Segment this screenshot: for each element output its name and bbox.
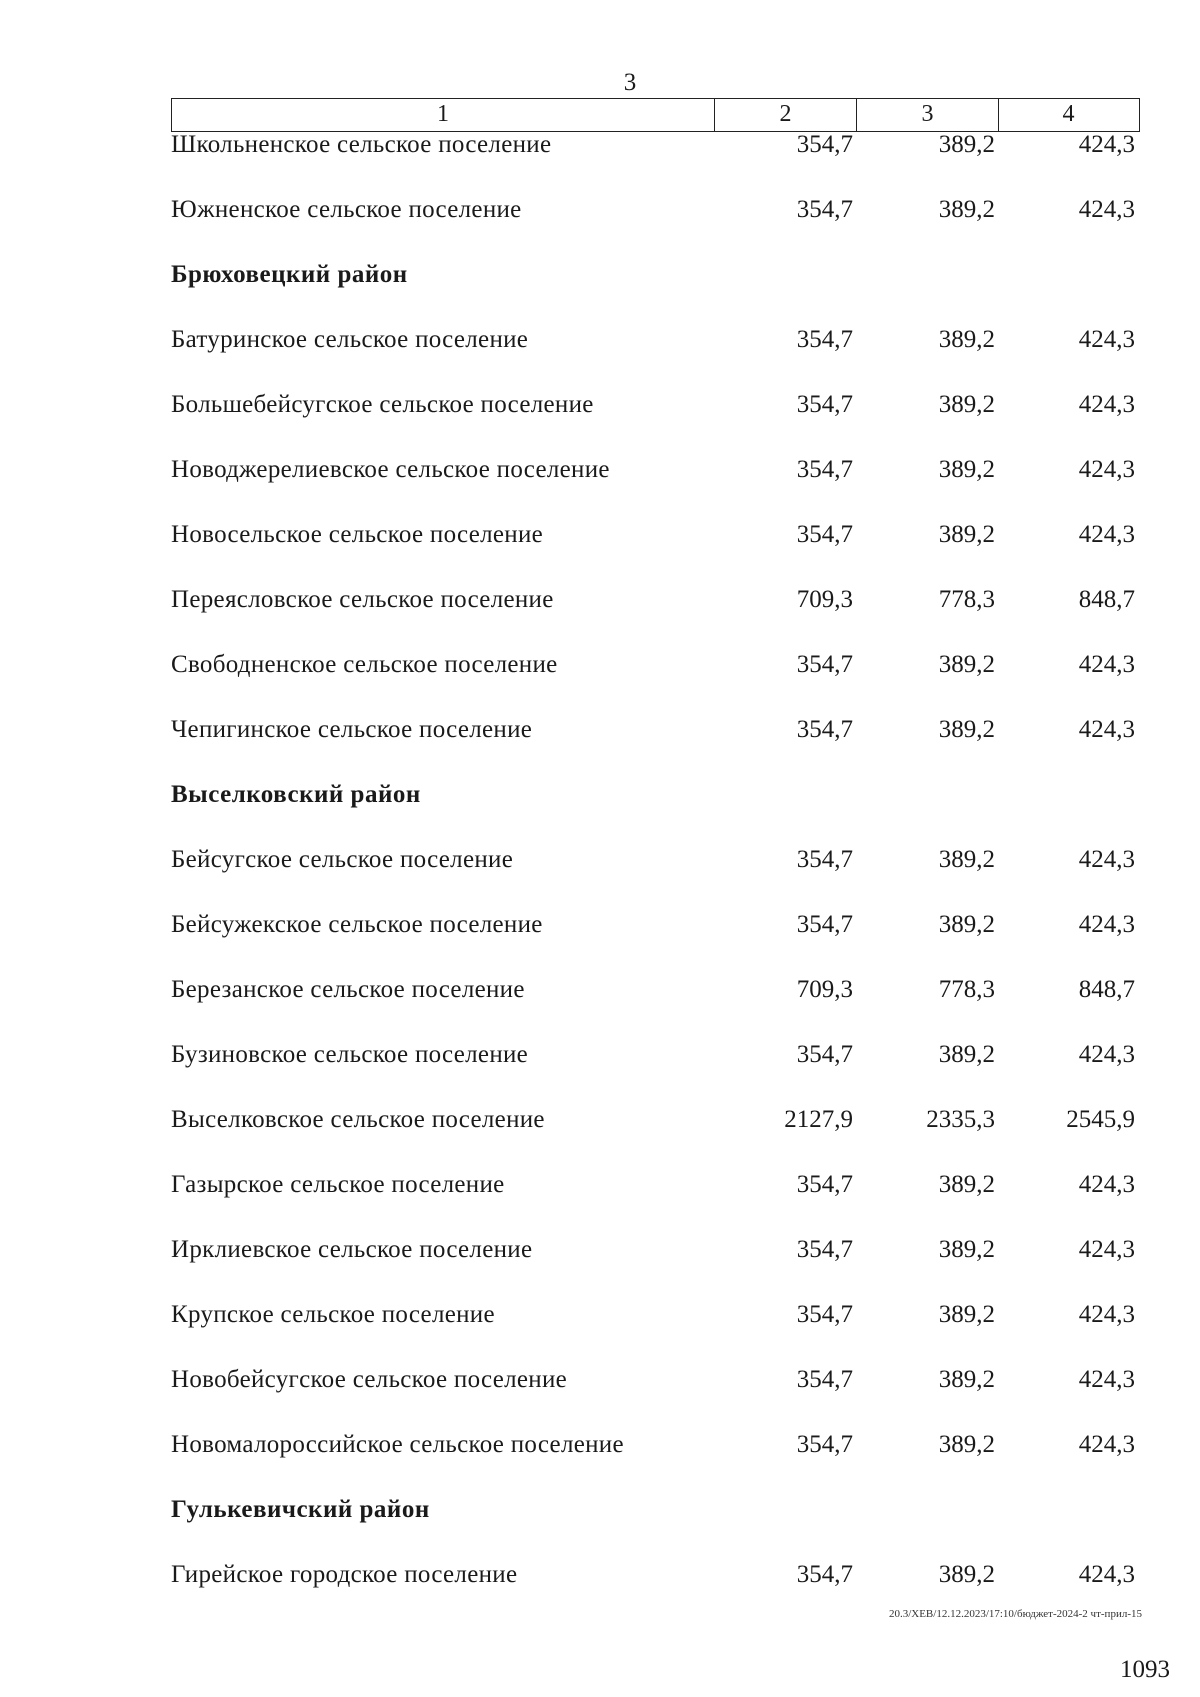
- header-cell-1: 1: [437, 101, 449, 127]
- value-col-2: 354,7: [796, 1431, 853, 1458]
- value-col-3: 778,3: [938, 976, 995, 1003]
- value-col-2: 709,3: [796, 976, 853, 1003]
- value-col-4: 424,3: [1078, 846, 1135, 873]
- value-col-3: 2335,3: [926, 1106, 995, 1133]
- settlement-name: Чепигинское сельское поселение: [171, 716, 533, 743]
- table-row: [171, 1040, 1140, 1105]
- page-number-bottom: 1093: [1120, 1656, 1170, 1683]
- table-body: [171, 130, 1140, 1625]
- settlement-name: Выселковское сельское поселение: [171, 1106, 545, 1133]
- value-col-3: 389,2: [938, 1431, 995, 1458]
- settlement-name: Новобейсугское сельское поселение: [171, 1366, 568, 1393]
- table-row: [171, 1430, 1140, 1495]
- value-col-4: 424,3: [1078, 391, 1135, 418]
- table-row: [171, 1365, 1140, 1430]
- value-col-2: 354,7: [796, 196, 853, 223]
- value-col-3: 778,3: [938, 586, 995, 613]
- settlement-name: Бейсужекское сельское поселение: [171, 911, 543, 938]
- value-col-2: 354,7: [796, 456, 853, 483]
- table-row: [171, 715, 1140, 780]
- value-col-2: 354,7: [796, 911, 853, 938]
- value-col-2: 354,7: [796, 521, 853, 548]
- table-row: [171, 130, 1140, 195]
- settlement-name: Крупское сельское поселение: [171, 1301, 495, 1328]
- settlement-name: Ирклиевское сельское поселение: [171, 1236, 533, 1263]
- value-col-4: 424,3: [1078, 1366, 1135, 1393]
- value-col-2: 354,7: [796, 391, 853, 418]
- table-row: [171, 455, 1140, 520]
- value-col-3: 389,2: [938, 911, 995, 938]
- value-col-4: 424,3: [1078, 1041, 1135, 1068]
- table-row: [171, 845, 1140, 910]
- value-col-3: 389,2: [938, 1236, 995, 1263]
- value-col-2: 354,7: [796, 1171, 853, 1198]
- settlement-name: Новосельское сельское поселение: [171, 521, 544, 548]
- header-cell-3: 3: [856, 99, 998, 131]
- value-col-2: 354,7: [796, 846, 853, 873]
- district-name: Выселковский район: [171, 781, 421, 808]
- page-number-top: 3: [623, 69, 637, 96]
- value-col-3: 389,2: [938, 1561, 995, 1588]
- value-col-4: 424,3: [1078, 1236, 1135, 1263]
- value-col-3: 389,2: [938, 131, 995, 158]
- settlement-name: Бузиновское сельское поселение: [171, 1041, 529, 1068]
- value-col-3: 389,2: [938, 716, 995, 743]
- value-col-4: 424,3: [1078, 521, 1135, 548]
- settlement-name: Новомалороссийское сельское поселение: [171, 1431, 624, 1458]
- table-row: [171, 1235, 1140, 1300]
- value-col-3: 389,2: [938, 456, 995, 483]
- table-row: [171, 1170, 1140, 1235]
- header-cell-2: 2: [714, 99, 856, 131]
- value-col-4: 424,3: [1078, 1431, 1135, 1458]
- table-row: [171, 520, 1140, 585]
- table-row: [171, 325, 1140, 390]
- value-col-3: 389,2: [938, 196, 995, 223]
- table-row: [171, 910, 1140, 975]
- value-col-4: 848,7: [1078, 976, 1135, 1003]
- value-col-4: 848,7: [1078, 586, 1135, 613]
- value-col-3: 389,2: [938, 1171, 995, 1198]
- settlement-name: Новоджерелиевское сельское поселение: [171, 456, 610, 483]
- section-heading-row: [171, 780, 1140, 845]
- table-row: [171, 975, 1140, 1040]
- settlement-name: Гирейское городское поселение: [171, 1561, 518, 1588]
- value-col-2: 354,7: [796, 1561, 853, 1588]
- section-heading-row: [171, 260, 1140, 325]
- district-name: Брюховецкий район: [171, 261, 408, 288]
- settlement-name: Школьненское сельское поселение: [171, 131, 552, 158]
- value-col-4: 424,3: [1078, 131, 1135, 158]
- value-col-2: 354,7: [796, 716, 853, 743]
- table-row: [171, 195, 1140, 260]
- value-col-2: 354,7: [796, 1236, 853, 1263]
- value-col-2: 354,7: [796, 131, 853, 158]
- table-row: [171, 650, 1140, 715]
- value-col-4: 424,3: [1078, 196, 1135, 223]
- value-col-4: 424,3: [1078, 1301, 1135, 1328]
- value-col-2: 709,3: [796, 586, 853, 613]
- value-col-2: 2127,9: [784, 1106, 853, 1133]
- table-row: [171, 1105, 1140, 1170]
- settlement-name: Переясловское сельское поселение: [171, 586, 554, 613]
- value-col-2: 354,7: [796, 326, 853, 353]
- settlement-name: Газырское сельское поселение: [171, 1171, 505, 1198]
- settlement-name: Большебейсугское сельское поселение: [171, 391, 594, 418]
- settlement-name: Бейсугское сельское поселение: [171, 846, 514, 873]
- value-col-3: 389,2: [938, 326, 995, 353]
- value-col-3: 389,2: [938, 846, 995, 873]
- value-col-2: 354,7: [796, 1041, 853, 1068]
- value-col-3: 389,2: [938, 1041, 995, 1068]
- value-col-4: 424,3: [1078, 1171, 1135, 1198]
- header-cell-4: 4: [998, 99, 1138, 131]
- value-col-4: 424,3: [1078, 651, 1135, 678]
- settlement-name: Южненское сельское поселение: [171, 196, 522, 223]
- value-col-3: 389,2: [938, 1366, 995, 1393]
- value-col-2: 354,7: [796, 1301, 853, 1328]
- district-name: Гулькевичский район: [171, 1496, 430, 1523]
- table-row: [171, 1300, 1140, 1365]
- document-code: 20.3/XEB/12.12.2023/17:10/бюджет-2024-2 чт-прил-15: [888, 1608, 1142, 1620]
- settlement-name: Березанское сельское поселение: [171, 976, 525, 1003]
- value-col-4: 2545,9: [1066, 1106, 1135, 1133]
- value-col-4: 424,3: [1078, 326, 1135, 353]
- value-col-2: 354,7: [796, 1366, 853, 1393]
- value-col-4: 424,3: [1078, 1561, 1135, 1588]
- table-row: [171, 390, 1140, 455]
- value-col-4: 424,3: [1078, 911, 1135, 938]
- value-col-3: 389,2: [938, 391, 995, 418]
- value-col-3: 389,2: [938, 521, 995, 548]
- value-col-4: 424,3: [1078, 456, 1135, 483]
- section-heading-row: [171, 1495, 1140, 1560]
- table-row: [171, 585, 1140, 650]
- settlement-name: Свободненское сельское поселение: [171, 651, 558, 678]
- settlement-name: Батуринское сельское поселение: [171, 326, 529, 353]
- value-col-3: 389,2: [938, 1301, 995, 1328]
- table-header: [171, 98, 1140, 132]
- value-col-3: 389,2: [938, 651, 995, 678]
- value-col-4: 424,3: [1078, 716, 1135, 743]
- value-col-2: 354,7: [796, 651, 853, 678]
